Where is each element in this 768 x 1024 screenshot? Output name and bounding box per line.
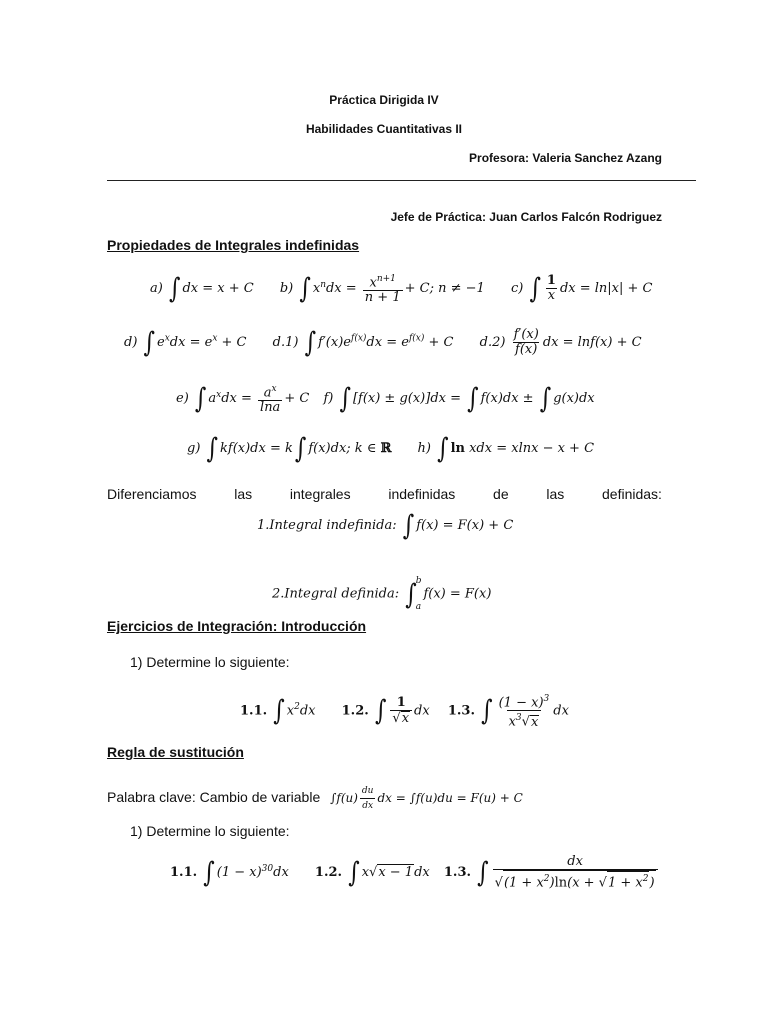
label-d2: d.2) — [479, 335, 506, 350]
label-d: d) — [124, 335, 138, 350]
label-b: b) — [279, 281, 294, 297]
ejercicios-item-1: 1) Determine lo siguiente: — [130, 654, 290, 670]
exercise-1-3-label: 1.3. — [447, 703, 475, 719]
sustitucion-item-1: 1) Determine lo siguiente: — [130, 823, 290, 839]
label-d1: d.1) — [272, 335, 299, 350]
document-title: Práctica Dirigida IV — [329, 93, 439, 107]
jefe-practica-line: Jefe de Práctica: Juan Carlos Falcón Rodriguez — [390, 210, 662, 224]
sustitucion-formulas: 1.1. ∫ $(1 - x)^{30}dx$ 1.2. ∫ x√x − 1dx 1.3. ∫ $\frac{dx}{√(1 + x^2)\ln(x + √1 + x^2)}$ — [170, 855, 660, 890]
label-a: a) — [150, 281, 163, 297]
label-g: g) — [187, 441, 201, 456]
label-h: h) — [417, 441, 431, 456]
palabra-clave-text: Palabra clave: Cambio de variable — [107, 789, 321, 805]
sust-1-1-label: 1.1. — [170, 865, 198, 881]
palabra-clave-line: Palabra clave: Cambio de variable ∫f(u) $\frac{du}{dx}$ dx = ∫f(u)du = F(u) + C — [107, 786, 523, 811]
header-divider — [107, 180, 696, 181]
label-c: c) — [510, 281, 524, 297]
document-subtitle: Habilidades Cuantitativas II — [305, 122, 463, 136]
definition-definida: 2.Integral definida: ∫ b a f(x) = F(x) — [272, 576, 492, 612]
indefinida-label: 1.Integral indefinida: — [257, 518, 397, 533]
section-regla: Regla de sustitución — [107, 744, 244, 760]
sust-1-3-label: 1.3. — [443, 865, 472, 881]
professor-line: Profesora: Valeria Sanchez Azang — [469, 151, 662, 165]
definition-indefinida: 1.Integral indefinida: ∫ f(x) = F(x) + C — [257, 510, 514, 543]
formula-row-gh: g) ∫ kf(x)dx = k∫ f(x)dx; k ∈ ℝ h) ∫ ln xdx = xlnx − x + C — [187, 433, 595, 466]
definida-label: 2.Integral definida: — [272, 586, 400, 602]
section-propiedades: Propiedades de Integrales indefinidas — [107, 237, 360, 253]
exercise-1-1-label: 1.1. — [240, 703, 268, 719]
formula-row-abc: a) ∫ dx = x + C b) ∫ $x^ndx$ = $\frac{x^{n+1}}{n + 1}$ + C; n ≠ −1 c) ∫ $\frac{1}{x}$ dx = ln|x| + C — [150, 273, 653, 306]
formula-row-ef: e) ∫ $a^xdx$ = $\frac{a^x}{\ln a}$ + C f) ∫ [f(x) ± g(x)]dx = ∫ f(x)dx ± ∫ g(x)dx — [176, 384, 595, 416]
section-ejercicios: Ejercicios de Integración: Introducción — [107, 618, 367, 634]
label-e: e) — [176, 391, 189, 407]
ejercicios-formulas: 1.1. ∫ $x^2dx$ 1.2. ∫ $\frac{1}{√x}$ dx 1.3. ∫ $\frac{(1 - x)^3}{x^3√x}$ dx — [240, 694, 569, 730]
exercise-1-2-label: 1.2. — [341, 703, 369, 719]
formula-row-d: d) ∫ $e^xdx = e^x + C$ d.1) ∫ $f'(x)e^{f(x)}dx = e^{f(x)} + C$ d.2) $\frac{f'(x)}{f(x)}$ dx = lnf(x) + C — [124, 327, 642, 360]
sust-1-2-label: 1.2. — [314, 865, 343, 881]
diferenciamos-line: Diferenciamos las integrales indefinidas de las definidas: — [107, 486, 662, 502]
label-f: f) — [323, 391, 334, 407]
